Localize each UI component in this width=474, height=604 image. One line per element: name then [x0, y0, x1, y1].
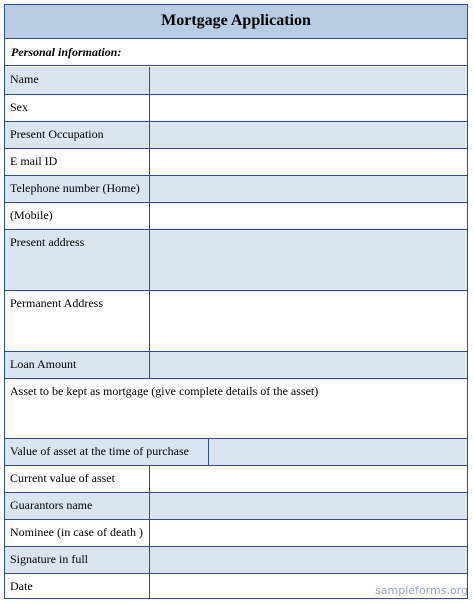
label-permanent-address: Permanent Address: [10, 296, 103, 310]
row-nominee: [5, 520, 467, 547]
label-present-occupation: Present Occupation: [10, 127, 104, 141]
row-current-value: [5, 466, 467, 493]
email-id-field[interactable]: [149, 149, 467, 175]
label-guarantors-name: Guarantors name: [10, 498, 93, 512]
watermark-text: sampleforms.org: [375, 584, 468, 597]
name-field[interactable]: [149, 67, 467, 94]
label-nominee: Nominee (in case of death ): [10, 525, 143, 539]
section-personal-information: Personal information:: [5, 39, 467, 66]
present-occupation-field[interactable]: [149, 122, 467, 148]
label-telephone-home: Telephone number (Home): [10, 181, 140, 195]
row-loan-amount: [5, 352, 467, 379]
guarantors-name-field[interactable]: [149, 493, 467, 519]
row-signature: [5, 547, 467, 574]
value-at-purchase-field[interactable]: [208, 439, 467, 465]
present-address-field[interactable]: [149, 230, 467, 290]
current-value-field[interactable]: [149, 466, 467, 492]
row-present-occupation: [5, 122, 467, 149]
label-asset-mortgage: Asset to be kept as mortgage (give complete details of the asset): [10, 384, 319, 398]
label-date: Date: [10, 579, 33, 593]
row-mobile: [5, 203, 467, 230]
form-title: Mortgage Application: [5, 5, 467, 39]
label-email-id: E mail ID: [10, 154, 58, 168]
permanent-address-field[interactable]: [149, 291, 467, 351]
mobile-field[interactable]: [149, 203, 467, 229]
label-signature: Signature in full: [10, 552, 88, 566]
label-loan-amount: Loan Amount: [10, 357, 77, 371]
row-sex: [5, 95, 467, 122]
row-value-at-purchase: [5, 439, 467, 466]
row-guarantors-name: [5, 493, 467, 520]
row-email-id: [5, 149, 467, 176]
nominee-field[interactable]: [149, 520, 467, 546]
label-value-at-purchase: Value of asset at the time of purchase: [10, 444, 189, 458]
row-name: [5, 67, 467, 95]
label-sex: Sex: [10, 100, 28, 114]
label-mobile: (Mobile): [10, 208, 53, 222]
row-present-address: [5, 230, 467, 291]
mortgage-application-form: [4, 4, 468, 599]
signature-field[interactable]: [149, 547, 467, 573]
loan-amount-field[interactable]: [149, 352, 467, 378]
label-current-value: Current value of asset: [10, 471, 115, 485]
label-present-address: Present address: [10, 235, 85, 249]
row-permanent-address: [5, 291, 467, 352]
sex-field[interactable]: [149, 95, 467, 121]
row-asset-mortgage[interactable]: [5, 379, 467, 439]
label-name: Name: [10, 72, 39, 86]
row-telephone-home: [5, 176, 467, 203]
telephone-home-field[interactable]: [149, 176, 467, 202]
